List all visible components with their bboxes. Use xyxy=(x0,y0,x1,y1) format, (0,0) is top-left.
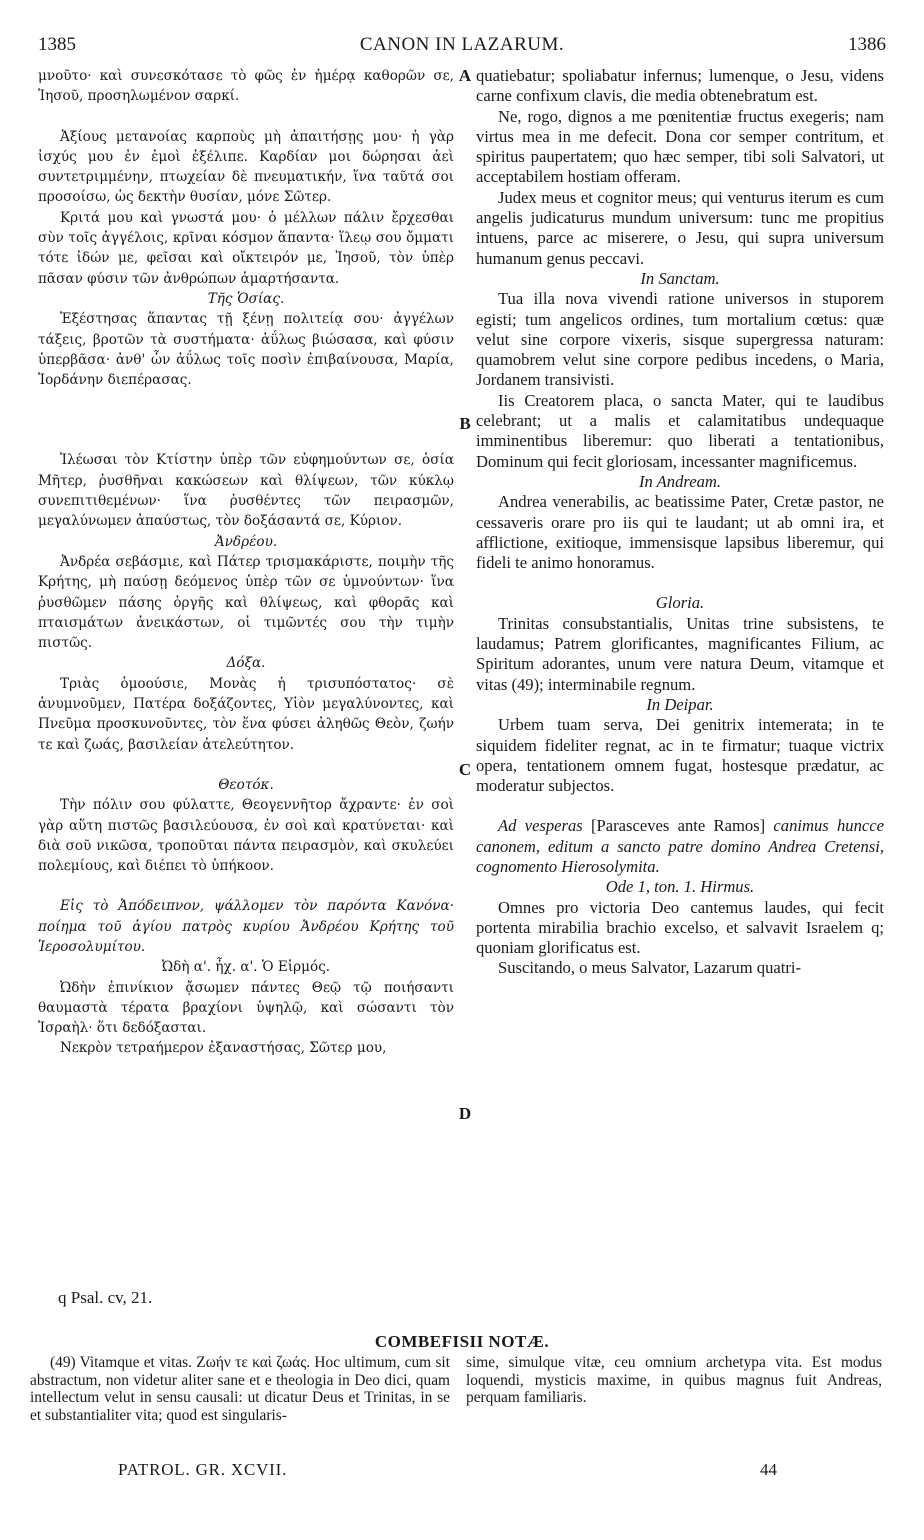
column-marker-b: B xyxy=(459,414,471,433)
greek-heading-theotokion: Θεοτόκ. xyxy=(218,776,274,793)
latin-paragraph: Tua illa nova vivendi ratione universos in stuporem egisti; tum angelicos ordines, tum mortalium cœtus: quæ velut sine corpore vixeris, sisque supergressa naturam: quamobrem velut sine corpore pedibus incedens, o Maria, Jordanem transivisti. xyxy=(476,289,884,390)
latin-paragraph: quatiebatur; spoliabatur infernus; lumenque, o Jesu, videns carne confixum clavis, die media obtenebratum est. xyxy=(476,66,884,106)
column-marker-c: C xyxy=(458,760,472,779)
greek-paragraph: μνοῦτο· καὶ συνεσκότασε τὸ φῶς ἐν ἡμέρᾳ καθορῶν σε, Ἰησοῦ, προσηλωμένον σαρκί. xyxy=(38,68,454,105)
greek-paragraph: Νεκρὸν τετραήμερον ἐξαναστήσας, Σῶτερ μου, xyxy=(60,1040,387,1057)
greek-paragraph: Ὠδὴν ἐπινίκιον ᾄσωμεν πάντες Θεῷ τῷ ποιήσαντι θαυμαστὰ τέρατα βραχίονι ὑψηλῷ, καὶ σώσαντι τὸν Ἰσραὴλ· ὅτι δεδόξασται. xyxy=(38,979,454,1037)
notes-right-column xyxy=(466,1354,882,1407)
latin-title-part: Ad vesperas xyxy=(498,816,583,836)
latin-title-part: canimus huncce canonem, editum a sancto patre domino Andrea Cretensi, cognomento Hierosolymita. xyxy=(476,816,884,876)
latin-paragraph: Urbem tuam serva, Dei genitrix intemerata; in te siquidem fideliter regnat, ac in te firmatur; tuaque victrix opera, tentationem omnem fugat, hostesque prædatur, ac moderatur subjectos. xyxy=(476,715,884,796)
latin-paragraph: Suscitando, o meus Salvator, Lazarum quatri- xyxy=(498,958,802,978)
note-text: sime, simulque vitæ, ceu omnium archetypa vita. Est modus loquendi, mysticis maxime, in quibus magnus fuit Andreas, perquam familiaris. xyxy=(466,1354,882,1406)
greek-canon-title: Εἰς τὸ Ἀπόδειπνον, ψάλλομεν τὸν παρόντα Κανόνα· ποίημα τοῦ ἁγίου πατρὸς κυρίου Ἀνδρέου Κρήτης τοῦ Ἱεροσολυμίτου. xyxy=(38,898,454,955)
note-text: (49) Vitamque et vitas. Ζωήν τε καὶ ζωάς. Hoc ultimum, cum sit abstractum, non videtur aliter sane et e theologia in Deo dici, quam intellectum velut in sensu causali: ut dicatur Deus et Trinitas, in se et substantialiter vita; quod est singularis- xyxy=(30,1354,450,1424)
running-title: CANON IN LAZARUM. xyxy=(359,34,565,55)
greek-paragraph: Ἀξίους μετανοίας καρποὺς μὴ ἀπαιτήσῃς μου· ἡ γὰρ ἰσχύς μου ἐν ἐμοὶ ἐξέλιπε. Καρδίαν μοι δώρησαι ἀεὶ συντετριμμένην, πτωχείαν δὲ πνευματικήν, ἵνα ταῦτά σοι προσοίσω, ὡς δεκτὴν θυσίαν, μόνε Σῶτερ. xyxy=(38,128,454,206)
scripture-footnote: q Psal. cv, 21. xyxy=(58,1288,153,1307)
greek-heading-andreou: Ἀνδρέου. xyxy=(214,533,278,550)
latin-paragraph: Judex meus et cognitor meus; qui venturus iterum es cum angelis judicaturus mundum universum: tunc me propitius intuens, parce ac miserere, o Jesu, qui supra universum humanum genus peccavi. xyxy=(476,187,884,268)
latin-paragraph: Omnes pro victoria Deo cantemus laudes, qui fecit portenta mirabilia brachio excelso, et salvavit Israelem q; quoniam glorificatus est. xyxy=(476,897,884,958)
greek-paragraph: Ἱλέωσαι τὸν Κτίστην ὑπὲρ τῶν εὐφημούντων σε, ὁσία Μῆτερ, ῥυσθῆναι κακώσεων καὶ θλίψεων, τῶν κύκλῳ συνεπιτιθεμένων· ἵνα ῥυσθέντες τῶν πειρασμῶν, μεγαλύνωμεν ἀπαύστως, τὸν δοξάσαντά σε, Κύριον. xyxy=(38,452,454,530)
latin-canon-title xyxy=(476,816,884,877)
greek-paragraph: Ἀνδρέα σεβάσμιε, καὶ Πάτερ τρισμακάριστε, ποιμὴν τῆς Κρήτης, μὴ παύσῃ δεόμενος ὑπὲρ τῶν σε ὑμνούντων· ἵνα ῥυσθῶμεν πάσης ὀργῆς καὶ θλίψεως, καὶ φθορᾶς καὶ πταισμάτων ἀνεικάστων, οἱ τιμῶντές σου τὴν τιμὴν πιστῶς. xyxy=(38,553,454,652)
latin-heading-deipar: In Deipar. xyxy=(646,694,714,714)
latin-ode-heading: Ode 1, ton. 1. Hirmus. xyxy=(605,877,755,897)
notes-title: COMBEFISII NOTÆ. xyxy=(374,1332,550,1351)
latin-heading-gloria: Gloria. xyxy=(655,593,705,613)
latin-heading-andream: In Andream. xyxy=(638,471,722,491)
latin-title-bracket: [Parasceves ante Ramos] xyxy=(591,816,766,836)
page-number-left: 1385 xyxy=(38,34,76,55)
greek-column xyxy=(38,66,454,1059)
latin-paragraph: Andrea venerabilis, ac beatissime Pater, Cretæ pastor, ne cessaveris orare pro iis qui te laudant; ut ab omni ira, et afflictione, exitioque, immensisque lapsibus liberemur, qui fideli te animo honoramus. xyxy=(476,492,884,573)
greek-paragraph: Τριὰς ὁμοούσιε, Μονὰς ἡ τρισυπόστατος· σὲ ἀνυμνοῦμεν, Πατέρα δοξάζοντες, Υἱὸν μεγαλύνοντες, καὶ Πνεῦμα προσκυνοῦντες, τὸν ἕνα φύσει ἀληθῶς Θεὸν, ζωήν τε καὶ ζωάς, βασιλείαν ἀτελεύτητον. xyxy=(38,675,454,753)
greek-paragraph: Ἐξέστησας ἅπαντας τῇ ξένῃ πολιτείᾳ σου· ἀγγέλων τάξεις, βροτῶν τὰ συστήματα· ἀΰλως βιώσασα, καὶ φύσιν ὑπερβᾶσα· ἀνθ' ὧν ἀΰλως τοῖς ποσὶν ἐπιβαίνουσα, Μαρία, Ἰορδάνην διεπέρασας. xyxy=(38,311,454,389)
notes-left-column xyxy=(30,1354,450,1424)
latin-column xyxy=(476,66,884,979)
column-marker-d: D xyxy=(458,1104,472,1123)
latin-paragraph: Ne, rogo, dignos a me pœnitentiæ fructus exegeris; nam virtus mea in me defecit. Dona cor semper contritum, et spiritus paupertatem; quo hæc semper, tibi soli Salvatori, ut acceptabilem hostiam offeram. xyxy=(476,106,884,187)
latin-paragraph: Trinitas consubstantialis, Unitas trine subsistens, te laudamus; Patrem glorificantes, magnificantes Filium, ac Spiritum adorantes, unum vere natura Deum, vitamque et vitas (49); interminabile regnum. xyxy=(476,613,884,694)
greek-heading-osias: Τῆς Ὁσίας. xyxy=(207,290,285,307)
latin-heading-sanctam: In Sanctam. xyxy=(640,268,720,288)
gathering-signature: 44 xyxy=(760,1460,777,1479)
column-marker-a: A xyxy=(458,66,472,85)
greek-heading-doxa: Δόξα. xyxy=(226,655,266,672)
page-header xyxy=(38,34,886,60)
greek-paragraph: Τὴν πόλιν σου φύλαττε, Θεογεννῆτορ ἄχραντε· ἐν σοὶ γὰρ αὕτη πιστῶς βασιλεύουσα, ἐν σοὶ καὶ κρατύνεται· καὶ διὰ σοῦ νικῶσα, τροποῦται πάντα πειρασμὸν, καὶ σκυλεύει πολεμίους, καὶ διέπει τὸ ὑπήκοον. xyxy=(38,797,454,875)
patrologia-signature: PATROL. GR. XCVII. xyxy=(118,1460,288,1479)
greek-ode-heading: Ὠδὴ α'. ἦχ. α'. Ὁ Εἱρμός. xyxy=(161,959,331,976)
latin-paragraph: Iis Creatorem placa, o sancta Mater, qui te laudibus celebrant; ut a malis et calamitatibus undequaque imminentibus liberemur: quo liberati a tentationibus, Dominum qui fecit gloriosam, incessanter magnificemus. xyxy=(476,390,884,471)
page-number-right: 1386 xyxy=(848,34,886,55)
greek-paragraph: Κριτά μου καὶ γνωστά μου· ὁ μέλλων πάλιν ἔρχεσθαι σὺν τοῖς ἀγγέλοις, κρῖναι κόσμον ἅπαντα· ἵλεῳ σου ὄμματι τότε ἰδών με, φεῖσαι καὶ οἴκτειρόν με, Ἰησοῦ, τὸν ὑπὲρ πᾶσαν φύσιν τῶν ἀνθρώπων ἁμαρτήσαντα. xyxy=(38,209,454,287)
